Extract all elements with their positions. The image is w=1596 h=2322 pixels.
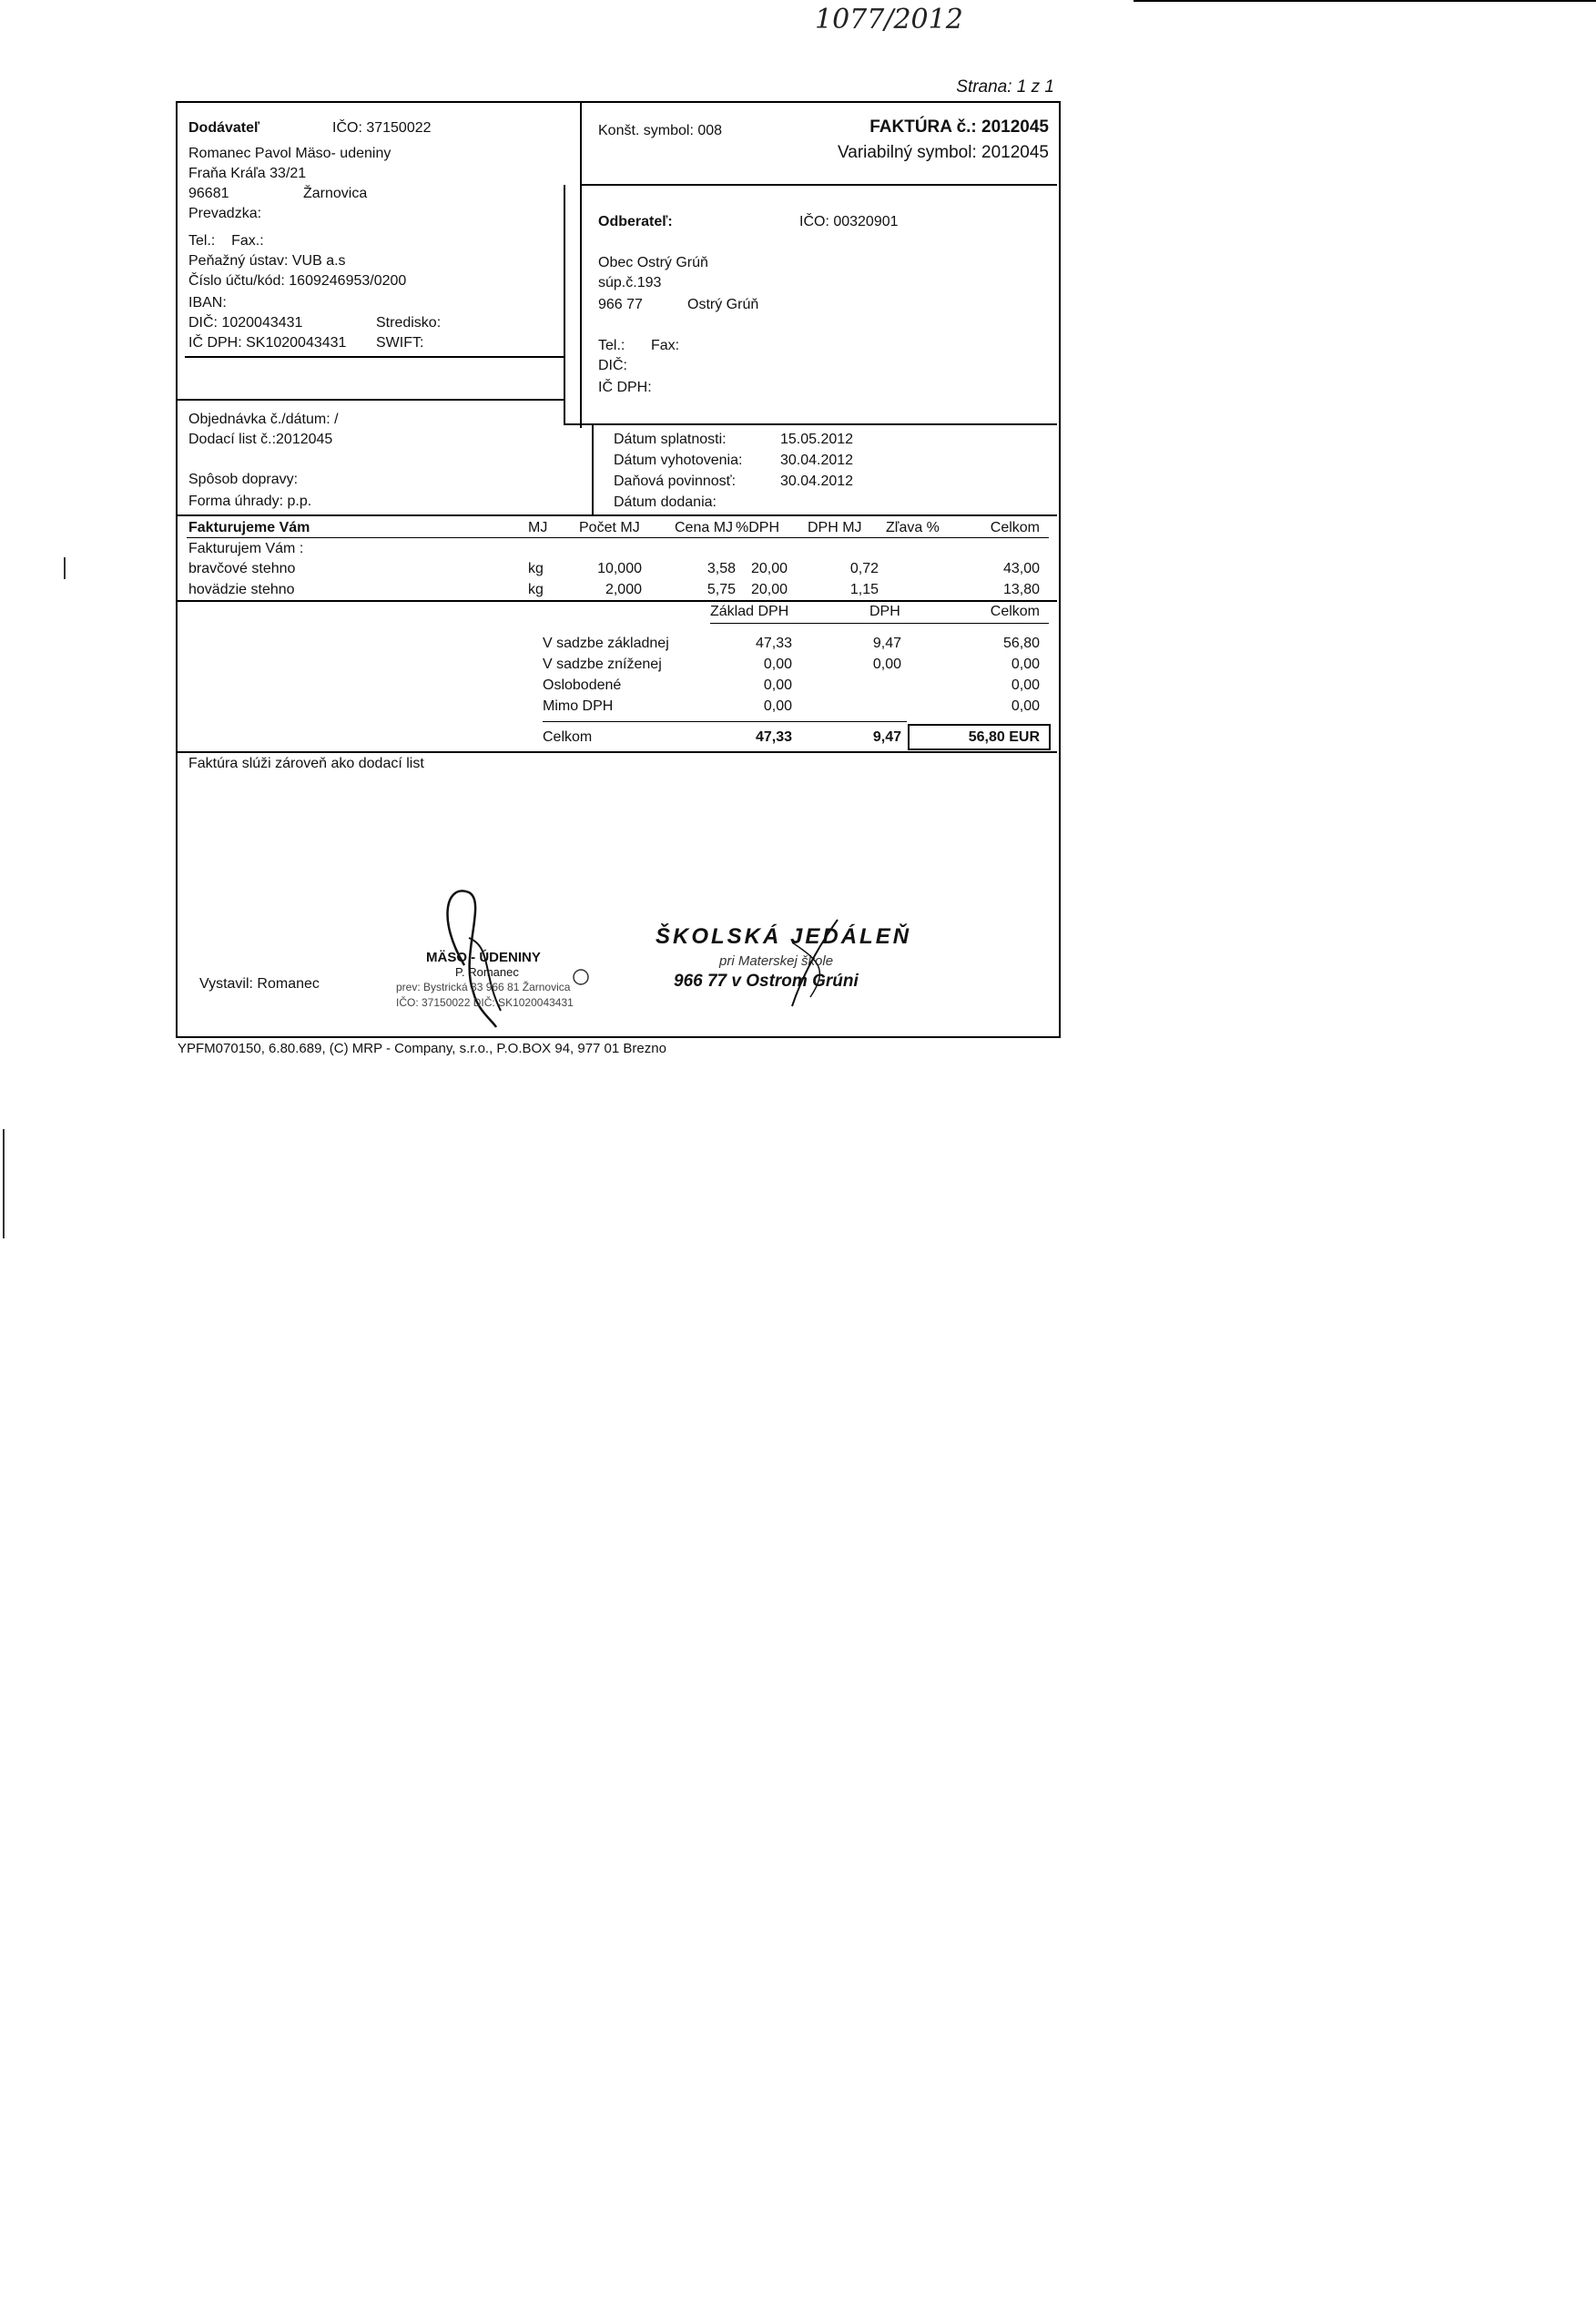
- summary-header-underline: [710, 623, 1049, 624]
- item-mj: kg: [528, 582, 544, 597]
- summary-celkom: 0,00: [1011, 698, 1040, 714]
- transport-method: Spôsob dopravy:: [188, 472, 299, 487]
- issue-date-label: Dátum vyhotovenia:: [614, 453, 743, 468]
- customer-fax: Fax:: [651, 338, 680, 353]
- variable-symbol: Variabilný symbol: 2012045: [837, 143, 1049, 162]
- summary-celkom: 56,80: [1002, 636, 1040, 651]
- item-pocet: 2,000: [605, 582, 642, 597]
- header-dph-pct: %DPH: [736, 520, 780, 535]
- due-date: 15.05.2012: [780, 432, 854, 447]
- total-celkom: 56,80 EUR: [968, 729, 1040, 745]
- summary-header-zaklad: Základ DPH: [710, 604, 789, 619]
- summary-zaklad: 47,33: [755, 636, 792, 651]
- payment-method: Forma úhrady: p.p.: [188, 494, 312, 509]
- customer-tel: Tel.:: [598, 338, 625, 353]
- summary-zaklad: 0,00: [763, 698, 792, 714]
- customer-zip: 966 77: [598, 297, 643, 312]
- item-dph-pct: 20,00: [750, 582, 788, 597]
- supplier-prevadzka: Prevadzka:: [188, 206, 262, 221]
- summary-label: V sadzbe základnej: [543, 636, 669, 651]
- due-date-label: Dátum splatnosti:: [614, 432, 727, 447]
- supplier-ico: IČO: 37150022: [332, 120, 432, 136]
- total-label: Celkom: [543, 729, 593, 745]
- issue-date: 30.04.2012: [780, 453, 854, 468]
- items-intro: Fakturujem Vám :: [188, 541, 304, 556]
- header-mj: MJ: [528, 520, 548, 535]
- supplier-dic: DIČ: 1020043431: [188, 315, 303, 331]
- header-desc: Fakturujeme Vám: [188, 520, 310, 535]
- item-dph-mj: 0,72: [849, 561, 879, 576]
- summary-label: V sadzbe zníženej: [543, 657, 662, 672]
- summary-zaklad: 0,00: [763, 657, 792, 672]
- stamp2-line1: ŠKOLSKÁ JEDÁLEŇ: [656, 924, 912, 949]
- footer-text: YPFM070150, 6.80.689, (C) MRP - Company, s.r.o., P.O.BOX 94, 977 01 Brezno: [178, 1041, 666, 1056]
- items-top-line: [178, 514, 1057, 516]
- item-dph-mj: 1,15: [849, 582, 879, 597]
- invoice-title: FAKTÚRA č.: 2012045: [869, 117, 1049, 137]
- supplier-tel-fax: Tel.: Fax.:: [188, 233, 264, 249]
- supplier-stredisko: Stredisko:: [376, 315, 442, 331]
- item-celkom: 13,80: [1002, 582, 1040, 597]
- summary-header-celkom: Celkom: [990, 604, 1040, 619]
- item-pocet: 10,000: [597, 561, 642, 576]
- stamp1-line3: prev: Bystrická 33 966 81 Žarnovica: [396, 981, 571, 993]
- scan-mark: [64, 557, 66, 579]
- item-desc: bravčové stehno: [188, 561, 296, 576]
- customer-name: Obec Ostrý Grúň: [598, 255, 708, 270]
- stamp2-line2: pri Materskej škole: [719, 953, 834, 969]
- header-pocet: Počet MJ: [579, 520, 640, 535]
- scan-mark: [3, 1129, 5, 1238]
- supplier-stamp: [382, 883, 610, 1029]
- summary-celkom: 0,00: [1011, 657, 1040, 672]
- tax-date-label: Daňová povinnosť:: [614, 474, 737, 489]
- total-top-line: [543, 721, 907, 722]
- customer-dic: DIČ:: [598, 358, 627, 373]
- supplier-account: Číslo účtu/kód: 1609246953/0200: [188, 273, 407, 289]
- summary-celkom: 0,00: [1011, 677, 1040, 693]
- total-zaklad: 47,33: [755, 729, 792, 745]
- summary-label: Mimo DPH: [543, 698, 614, 714]
- order-number: Objednávka č./dátum: /: [188, 412, 339, 427]
- item-mj: kg: [528, 561, 544, 576]
- delivery-date-label: Dátum dodania:: [614, 494, 717, 510]
- header-celkom: Celkom: [990, 520, 1040, 535]
- handwritten-reference: 1077/2012: [815, 4, 963, 36]
- school-stamp: [656, 915, 929, 1015]
- supplier-name: Romanec Pavol Mäso- udeniny: [188, 146, 391, 161]
- customer-ico: IČO: 00320901: [799, 214, 899, 229]
- tax-date: 30.04.2012: [780, 474, 854, 489]
- supplier-zip: 96681: [188, 186, 229, 201]
- customer-street: súp.č.193: [598, 275, 662, 290]
- item-dph-pct: 20,00: [750, 561, 788, 576]
- customer-icdph: IČ DPH:: [598, 380, 652, 395]
- item-cena: 3,58: [707, 561, 736, 576]
- items-bottom-line: [178, 600, 1057, 602]
- order-top-line: [178, 399, 564, 401]
- supplier-bank: Peňažný ústav: VUB a.s: [188, 253, 346, 269]
- stamp1-line1: MÄSO - ÚDENINY: [426, 950, 541, 965]
- item-desc: hovädzie stehno: [188, 582, 295, 597]
- customer-city: Ostrý Grúň: [687, 297, 759, 312]
- summary-bottom-line: [178, 751, 1057, 753]
- supplier-iban: IBAN:: [188, 295, 227, 311]
- invoice-note: Faktúra slúži zároveň ako dodací list: [188, 756, 424, 771]
- summary-dph: 9,47: [872, 636, 901, 651]
- total-dph: 9,47: [872, 729, 901, 745]
- summary-label: Oslobodené: [543, 677, 622, 693]
- signature-icon: [656, 915, 929, 1015]
- supplier-street: Fraňa Kráľa 33/21: [188, 166, 307, 181]
- header-cena: Cena MJ: [675, 520, 734, 535]
- issued-by: Vystavil: Romanec: [199, 976, 320, 992]
- stamp1-line2: P. Romanec: [455, 965, 519, 979]
- delivery-note-number: Dodací list č.:2012045: [188, 432, 333, 447]
- supplier-icdph: IČ DPH: SK1020043431: [188, 335, 347, 351]
- konst-symbol: Konšt. symbol: 008: [598, 123, 723, 138]
- stamp2-line3: 966 77 v Ostrom Grúni: [674, 972, 859, 991]
- header-zlava: Zľava %: [886, 520, 940, 535]
- summary-zaklad: 0,00: [763, 677, 792, 693]
- supplier-city: Žarnovica: [303, 186, 368, 201]
- stamp1-line4: IČO: 37150022 DIČ: SK1020043431: [396, 996, 574, 1009]
- summary-dph: 0,00: [872, 657, 901, 672]
- supplier-swift: SWIFT:: [376, 335, 424, 351]
- page-label: Strana: 1 z 1: [956, 77, 1054, 97]
- supplier-heading: Dodávateľ: [188, 120, 260, 136]
- dates-left-border: [592, 423, 594, 514]
- item-cena: 5,75: [707, 582, 736, 597]
- summary-header-dph: DPH: [869, 604, 900, 619]
- customer-heading: Odberateľ:: [598, 214, 673, 229]
- header-dph-mj: DPH MJ: [808, 520, 862, 535]
- supplier-bottom-line: [185, 356, 564, 358]
- item-celkom: 43,00: [1002, 561, 1040, 576]
- scan-edge-line: [1133, 0, 1596, 2]
- items-header-underline: [187, 537, 1049, 538]
